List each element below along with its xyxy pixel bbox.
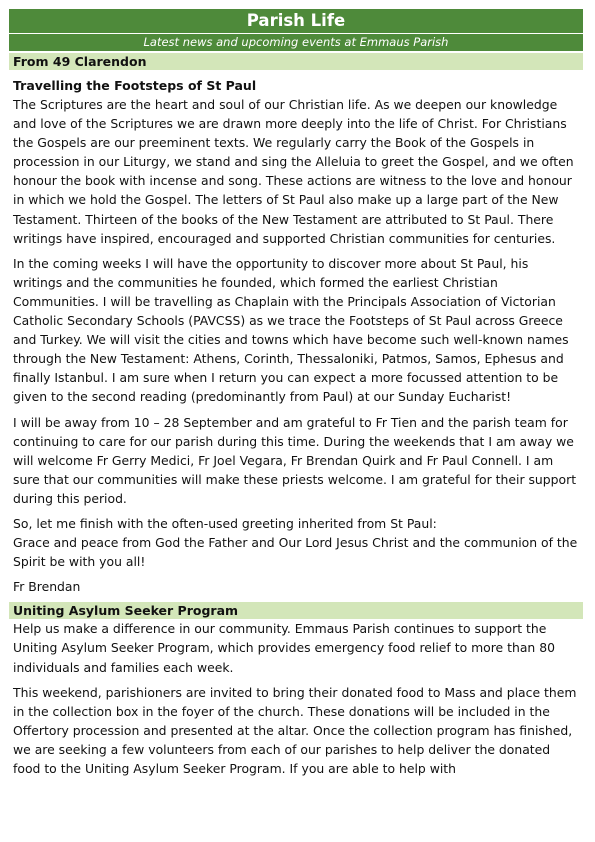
page-subtitle: Latest news and upcoming events at Emmaus Parish	[9, 33, 583, 51]
newsletter-page	[9, 9, 583, 784]
article-paragraph: Grace and peace from God the Father and Our Lord Jesus Christ and the communion of the Spirit be with you all!	[13, 535, 578, 570]
article-paragraph: Help us make a difference in our community. Emmaus Parish continues to support the Uniting Asylum Seeker Program, which provides emergency food relief to more than 80 individuals and families each week.	[13, 621, 555, 675]
article-paragraph: I will be away from 10 – 28 September and am grateful to Fr Tien and the parish team for continuing to care for our parish during this time. During the weekends that I am away we will welcome Fr Gerry Medici, Fr Joel Vegara, Fr Brendan Quirk and Fr Paul Connell. I am sure that our communities will make these priests welcome. I am grateful for their support during this period.	[13, 414, 577, 506]
article-uniting-asylum-seeker-program	[9, 619, 583, 778]
article-paragraph: So, let me finish with the often-used greeting inherited from St Paul:	[13, 515, 437, 531]
article-paragraph: The Scriptures are the heart and soul of our Christian life. As we deepen our knowledge and love of the Scriptures we are drawn more deeply into the life of Christ. For Christians the Gospels are our preeminent texts. We regularly carry the Book of the Gospels in procession in our Liturgy, we stand and sing the Alleluia to greet the Gospel, and we often honour the book with incense and song. These actions are witness to the love and honour in which we hold the Gospel. The letters of St Paul also make up a large part of the New Testament. Thirteen of the books of the New Testament are attributed to St Paul. There writings have inspired, encouraged and supported Christian communities for centuries.	[13, 97, 574, 246]
section-heading-from-49-clarendon: From 49 Clarendon	[9, 53, 583, 70]
article-signature: Fr Brendan	[13, 579, 81, 595]
page-title: Parish Life	[9, 9, 583, 33]
article-footsteps-of-st-paul	[9, 77, 583, 596]
article-title: Travelling the Footsteps of St Paul	[13, 78, 257, 93]
article-paragraph: This weekend, parishioners are invited to bring their donated food to Mass and place them in the collection box in the foyer of the church. These donations will be included in the Offertory procession and presented at the altar. Once the collection program has finished, we are seeking a few volunteers from each of our parishes to help deliver the donated food to the Uniting Asylum Seeker Program. If you are able to help with	[13, 684, 577, 776]
section-heading-uniting-asylum-seeker-program: Uniting Asylum Seeker Program	[9, 602, 583, 619]
article-paragraph: In the coming weeks I will have the opportunity to discover more about St Paul, his writings and the communities he founded, which formed the earliest Christian Communities. I will be travelling as Chaplain with the Principals Association of Victorian Catholic Secondary Schools (PAVCSS) as we trace the Footsteps of St Paul across Greece and Turkey. We will visit the cities and towns which have become such well-known names through the New Testament: Athens, Corinth, Thessaloniki, Patmos, Samos, Ephesus and finally Istanbul. I am sure when I return you can expect a more focussed attention to be given to the second reading (predominantly from Paul) at our Sunday Eucharist!	[13, 255, 569, 405]
